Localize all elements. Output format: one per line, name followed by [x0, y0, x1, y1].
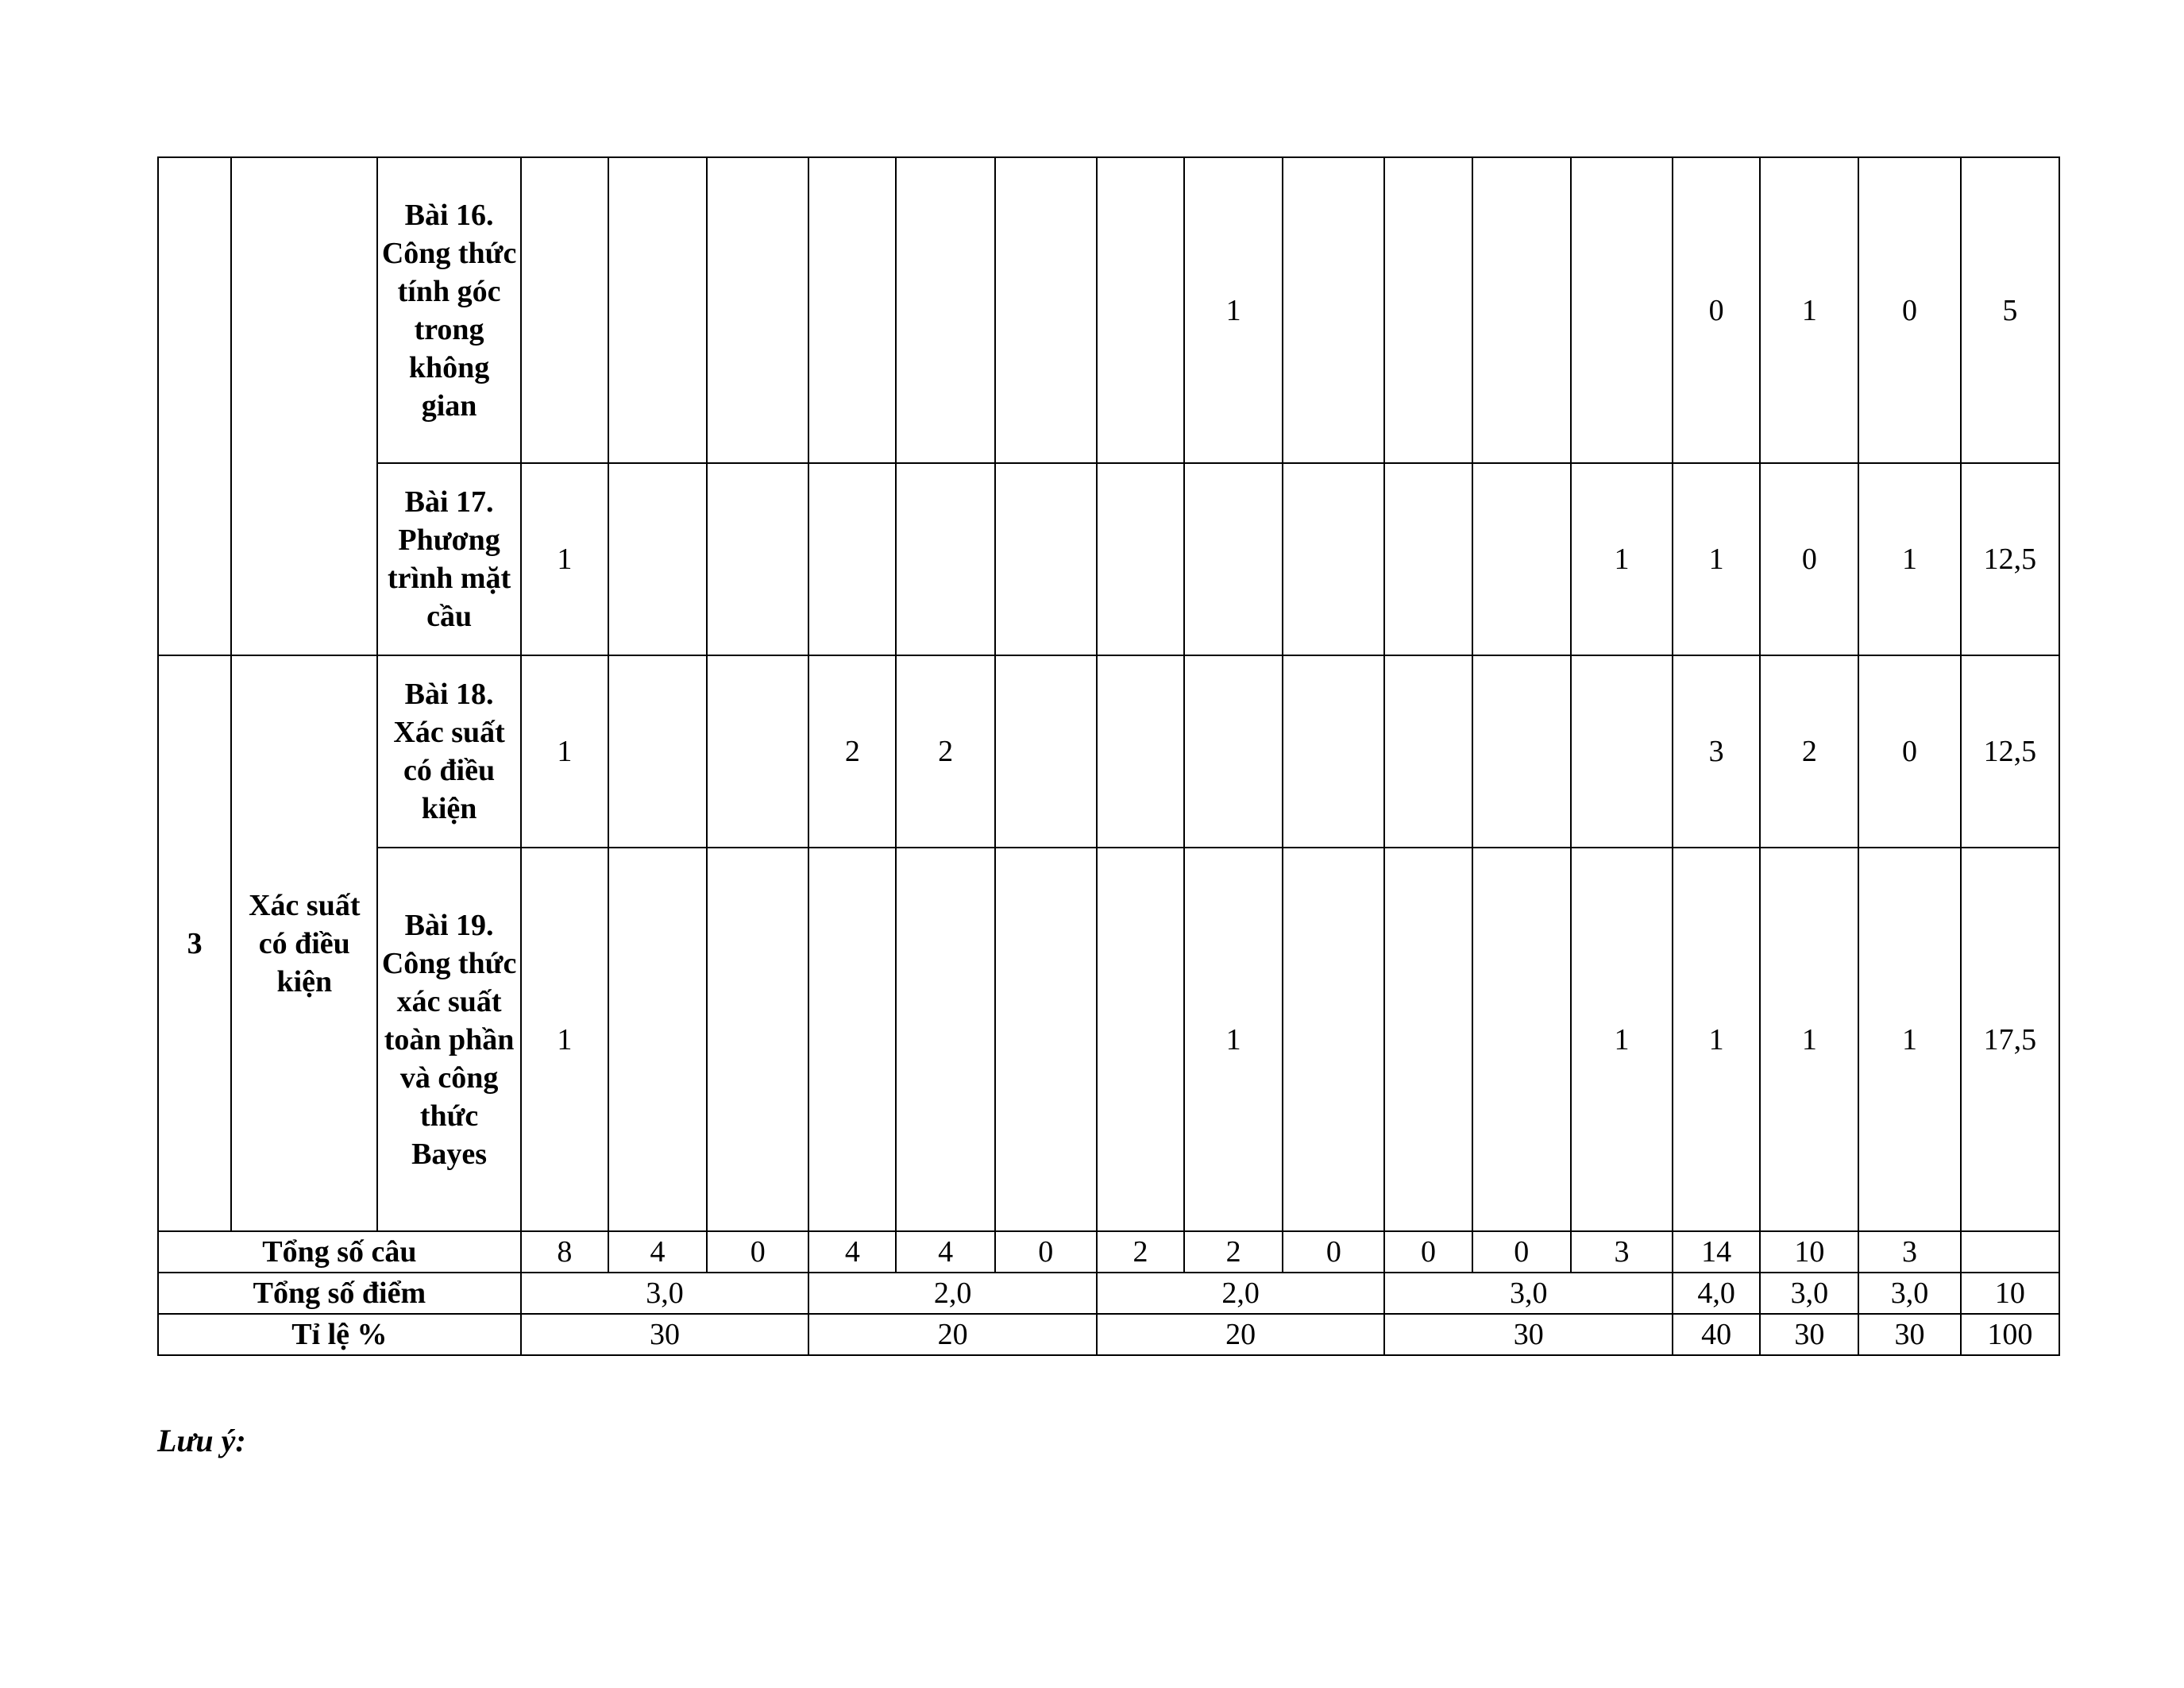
points-group-cell: 3,0: [521, 1273, 809, 1314]
points-group-cell: 2,0: [808, 1273, 1097, 1314]
value-cell: [707, 655, 808, 848]
value-cell: [896, 463, 994, 655]
value-cell: 17,5: [1961, 848, 2059, 1231]
value-cell: 2: [1760, 655, 1858, 848]
value-cell: [1472, 655, 1571, 848]
value-cell: [1097, 157, 1184, 463]
value-cell: [995, 848, 1097, 1231]
value-cell: [1283, 157, 1384, 463]
value-cell: [707, 463, 808, 655]
value-cell: [1384, 157, 1472, 463]
table-row: [158, 655, 2059, 848]
points-level-cell: 3,0: [1760, 1273, 1858, 1314]
value-cell: [608, 463, 707, 655]
assessment-matrix-table: [157, 156, 2060, 1356]
stt-cell: 3: [158, 655, 231, 1231]
value-cell: 0: [1858, 655, 1960, 848]
total-cell: [1961, 1231, 2059, 1273]
total-questions-label: Tổng số câu: [158, 1231, 521, 1273]
value-cell: [1283, 655, 1384, 848]
total-cell: 3: [1571, 1231, 1673, 1273]
value-cell: 2: [896, 655, 994, 848]
value-cell: [1283, 848, 1384, 1231]
total-cell: 4: [808, 1231, 896, 1273]
topic-cell: Xác suất có điều kiện: [231, 655, 377, 1231]
value-cell: 0: [1858, 157, 1960, 463]
total-cell: 3: [1858, 1231, 1960, 1273]
value-cell: [608, 157, 707, 463]
value-cell: 1: [1673, 848, 1760, 1231]
total-cell: 4: [608, 1231, 707, 1273]
value-cell: [995, 655, 1097, 848]
lesson-cell: Bài 18. Xác suất có điều kiện: [377, 655, 520, 848]
value-cell: [808, 848, 896, 1231]
total-cell: 0: [1384, 1231, 1472, 1273]
ratio-level-cell: 100: [1961, 1314, 2059, 1355]
ratio-level-cell: 40: [1673, 1314, 1760, 1355]
value-cell: 12,5: [1961, 463, 2059, 655]
value-cell: [1184, 655, 1283, 848]
value-cell: [1472, 848, 1571, 1231]
points-group-cell: 2,0: [1097, 1273, 1385, 1314]
value-cell: 3: [1673, 655, 1760, 848]
value-cell: [896, 157, 994, 463]
value-cell: [1384, 655, 1472, 848]
value-cell: [707, 157, 808, 463]
value-cell: 2: [808, 655, 896, 848]
value-cell: 1: [1184, 157, 1283, 463]
value-cell: 1: [1571, 848, 1673, 1231]
total-questions-row: [158, 1231, 2059, 1273]
total-cell: 2: [1184, 1231, 1283, 1273]
value-cell: [1571, 157, 1673, 463]
value-cell: 1: [1858, 848, 1960, 1231]
stt-cell: [158, 157, 231, 655]
value-cell: [707, 848, 808, 1231]
total-cell: 10: [1760, 1231, 1858, 1273]
note-heading: Lưu ý:: [157, 1423, 246, 1458]
value-cell: 1: [1571, 463, 1673, 655]
ratio-group-cell: 30: [521, 1314, 809, 1355]
value-cell: [1097, 655, 1184, 848]
total-cell: 14: [1673, 1231, 1760, 1273]
value-cell: [995, 463, 1097, 655]
value-cell: 12,5: [1961, 655, 2059, 848]
value-cell: 1: [521, 655, 608, 848]
table-row: [158, 463, 2059, 655]
value-cell: [1384, 848, 1472, 1231]
value-cell: 1: [521, 463, 608, 655]
value-cell: 1: [521, 848, 608, 1231]
value-cell: [1097, 463, 1184, 655]
value-cell: [1283, 463, 1384, 655]
ratio-level-cell: 30: [1858, 1314, 1960, 1355]
points-level-cell: 10: [1961, 1273, 2059, 1314]
total-points-label: Tổng số điểm: [158, 1273, 521, 1314]
ratio-group-cell: 20: [808, 1314, 1097, 1355]
total-cell: 0: [995, 1231, 1097, 1273]
value-cell: 1: [1673, 463, 1760, 655]
ratio-level-cell: 30: [1760, 1314, 1858, 1355]
value-cell: 5: [1961, 157, 2059, 463]
value-cell: 0: [1673, 157, 1760, 463]
value-cell: [1384, 463, 1472, 655]
total-cell: 8: [521, 1231, 608, 1273]
value-cell: [1472, 157, 1571, 463]
points-level-cell: 4,0: [1673, 1273, 1760, 1314]
ratio-group-cell: 20: [1097, 1314, 1385, 1355]
points-level-cell: 3,0: [1858, 1273, 1960, 1314]
value-cell: [995, 157, 1097, 463]
value-cell: [608, 655, 707, 848]
table-row: [158, 157, 2059, 463]
lesson-cell: Bài 17. Phương trình mặt cầu: [377, 463, 520, 655]
value-cell: [808, 463, 896, 655]
total-cell: 0: [1283, 1231, 1384, 1273]
value-cell: [1184, 463, 1283, 655]
total-cell: 0: [707, 1231, 808, 1273]
value-cell: 0: [1760, 463, 1858, 655]
value-cell: [1097, 848, 1184, 1231]
value-cell: 1: [1858, 463, 1960, 655]
value-cell: 1: [1184, 848, 1283, 1231]
points-group-cell: 3,0: [1384, 1273, 1673, 1314]
value-cell: [521, 157, 608, 463]
value-cell: [896, 848, 994, 1231]
value-cell: [808, 157, 896, 463]
total-cell: 0: [1472, 1231, 1571, 1273]
topic-cell: [231, 157, 377, 655]
total-cell: 2: [1097, 1231, 1184, 1273]
value-cell: 1: [1760, 157, 1858, 463]
lesson-cell: Bài 19. Công thức xác suất toàn phần và công thức Bayes: [377, 848, 520, 1231]
value-cell: [608, 848, 707, 1231]
ratio-label: Tỉ lệ %: [158, 1314, 521, 1355]
value-cell: 1: [1760, 848, 1858, 1231]
lesson-cell: Bài 16. Công thức tính góc trong không gian: [377, 157, 520, 463]
total-cell: 4: [896, 1231, 994, 1273]
total-points-row: [158, 1273, 2059, 1314]
table-row: [158, 848, 2059, 1231]
ratio-row: [158, 1314, 2059, 1355]
value-cell: [1472, 463, 1571, 655]
value-cell: [1571, 655, 1673, 848]
ratio-group-cell: 30: [1384, 1314, 1673, 1355]
